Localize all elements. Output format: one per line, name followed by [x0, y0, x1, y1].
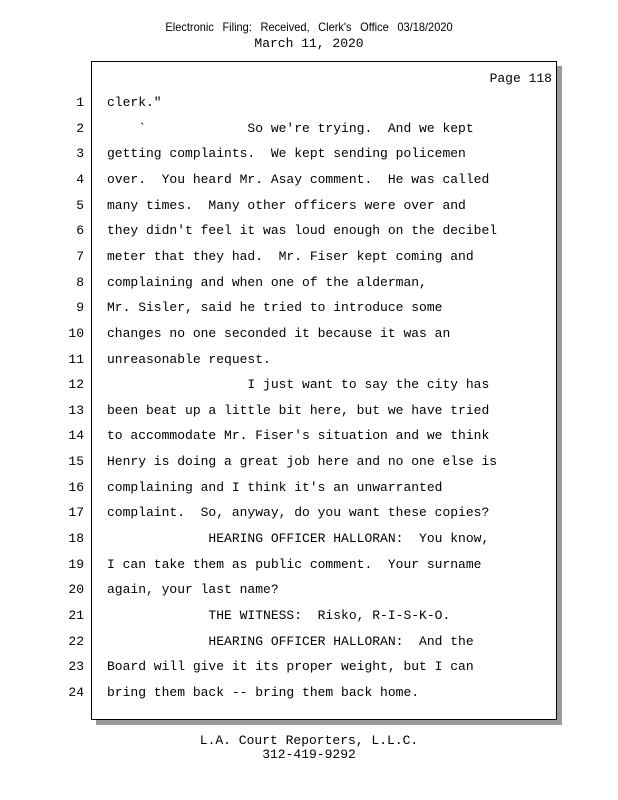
line-number: 12 [68, 377, 84, 393]
line-text: Henry is doing a great job here and no one else is [107, 454, 498, 470]
transcript-line [0, 479, 560, 497]
line-number: 2 [76, 120, 84, 136]
line-text: complaining and when one of the alderman, [107, 274, 427, 290]
transcript-line [0, 504, 560, 522]
transcript-line [0, 274, 560, 292]
transcript-line [0, 197, 560, 215]
line-text: been beat up a little bit here, but we have tried [107, 402, 490, 418]
line-text: ` So we're trying. And we kept [107, 120, 474, 136]
transcript-line [0, 607, 560, 625]
line-number: 9 [76, 300, 84, 316]
line-number: 11 [68, 351, 84, 367]
line-text: HEARING OFFICER HALLORAN: You know, [107, 531, 490, 547]
transcript-line [0, 222, 560, 240]
transcript-line [0, 145, 560, 163]
line-text: complaining and I think it's an unwarranted [107, 479, 443, 495]
transcript-line [0, 427, 560, 445]
line-text: bring them back -- bring them back home. [107, 684, 420, 700]
line-number: 19 [68, 556, 84, 572]
transcript-line [0, 94, 560, 112]
line-text: again, your last name? [107, 582, 279, 598]
filing-stamp: Electronic Filing: Received, Clerk's Office 03/18/2020 [165, 20, 453, 34]
line-number: 23 [68, 659, 84, 675]
line-number: 21 [68, 608, 84, 623]
line-text: Mr. Sisler, said he tried to introduce some [107, 300, 443, 316]
line-number: 18 [68, 531, 84, 547]
reporter-company: L.A. Court Reporters, L.L.C. [199, 733, 419, 748]
transcript-line [0, 530, 560, 548]
transcript-line [0, 581, 560, 599]
line-text: meter that they had. Mr. Fiser kept coming and [107, 248, 474, 264]
line-text: unreasonable request. [107, 351, 271, 367]
transcript-line [0, 402, 560, 420]
line-number: 16 [68, 479, 84, 495]
line-number: 24 [68, 684, 84, 700]
transcript-line [0, 171, 560, 189]
line-number: 5 [76, 197, 84, 213]
transcript-line [0, 556, 560, 574]
transcript-line [0, 453, 560, 471]
line-text: to accommodate Mr. Fiser's situation and we think [107, 428, 490, 444]
line-text: I just want to say the city has [107, 377, 490, 393]
line-text: getting complaints. We kept sending policemen [107, 146, 466, 162]
line-number: 8 [76, 274, 84, 290]
transcript-line [0, 351, 560, 369]
page-number: Page 118 [489, 71, 552, 86]
line-text: THE WITNESS: Risko, R-I-S-K-O. [107, 608, 451, 623]
line-number: 15 [68, 454, 84, 470]
transcript-line [0, 120, 560, 138]
line-number: 13 [68, 402, 84, 418]
line-text: HEARING OFFICER HALLORAN: And the [107, 633, 474, 649]
line-number: 6 [76, 223, 84, 239]
line-text: over. You heard Mr. Asay comment. He was called [107, 171, 490, 187]
line-text: changes no one seconded it because it was an [107, 325, 451, 341]
transcript-line [0, 248, 560, 266]
transcript-line [0, 658, 560, 676]
line-text: clerk." [107, 95, 162, 110]
transcript-line [0, 684, 560, 702]
header-date: March 11, 2020 [254, 36, 364, 51]
transcript-line [0, 633, 560, 651]
transcript-line [0, 299, 560, 317]
line-text: Board will give it its proper weight, but I can [107, 659, 474, 675]
transcript-line [0, 376, 560, 394]
line-text: I can take them as public comment. Your surname [107, 556, 482, 572]
line-number: 1 [76, 95, 84, 110]
line-text: complaint. So, anyway, do you want these copies? [107, 505, 490, 521]
line-number: 7 [76, 248, 84, 264]
reporter-phone: 312-419-9292 [262, 747, 356, 762]
line-number: 20 [68, 582, 84, 598]
line-number: 17 [68, 505, 84, 521]
line-text: many times. Many other officers were over and [107, 197, 466, 213]
transcript-line [0, 325, 560, 343]
line-number: 4 [76, 171, 84, 187]
line-number: 10 [68, 325, 84, 341]
line-number: 22 [68, 633, 84, 649]
line-number: 14 [68, 428, 84, 444]
line-text: they didn't feel it was loud enough on the decibel [107, 223, 498, 239]
line-number: 3 [76, 146, 84, 162]
